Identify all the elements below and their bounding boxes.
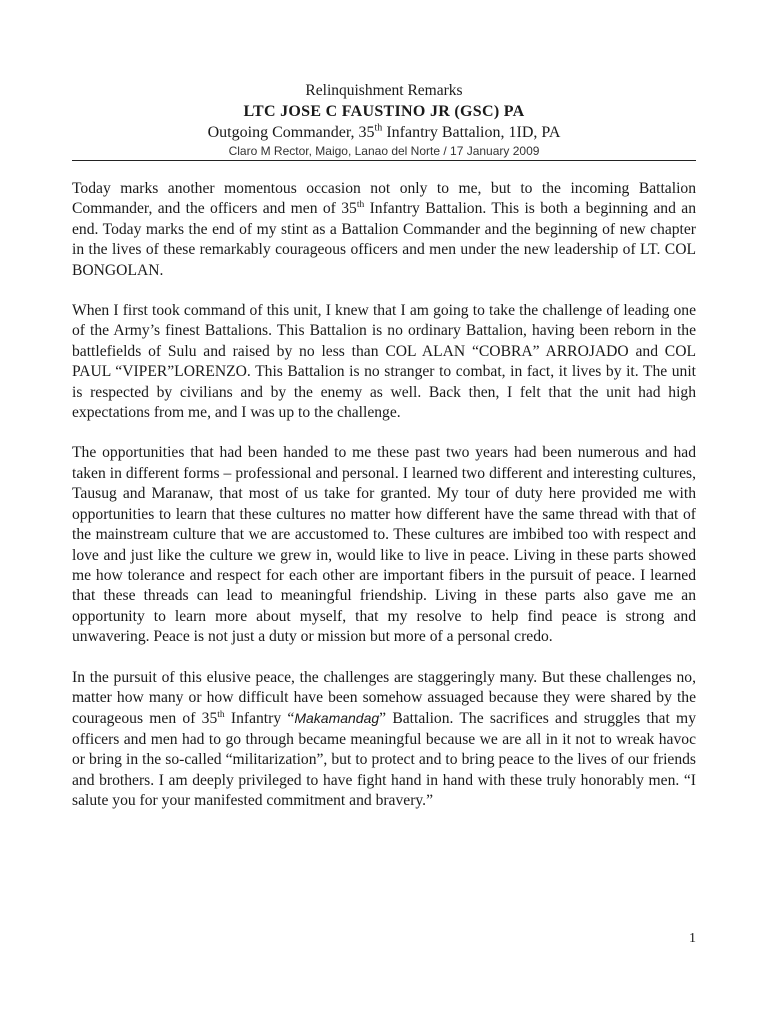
battalion-nickname: Makamandag [294, 710, 380, 727]
paragraph-1-text-b: Infantry Battalion. This is both a beginning and an end. Today marks the end of my stint as a Battalion Commander and the beginning of new chapter in the lives of these remarkably courageous officers and men under the new leadership of LT. COL BONGOLAN. [72, 200, 696, 279]
place-and-date: Claro M Rector, Maigo, Lanao del Norte / 17 January 2009 [228, 143, 540, 158]
speaker-role-prefix: Outgoing Commander, 35 [207, 123, 375, 141]
paragraph-4-text-a: In the pursuit of this elusive peace, the challenges are staggeringly many. But these challenges no, matter how many or how difficult have been somehow assuaged because they were shared by the courageous men of 35 [72, 668, 696, 728]
speaker-role-suffix: Infantry Battalion, 1ID, PA [382, 123, 561, 141]
paragraph-4-text-c: ” Battalion. The sacrifices and struggles that my officers and men had to go through became meaningful because we are all in it not to wreak havoc or bring in the so-called “militarization”, but to protect and to bring peace to the lives of our friends and brothers. I am deeply privileged to have fight hand in hand with these truly honorably men. “I salute you for your manifested commitment and bravery.” [72, 710, 696, 809]
ordinal-suffix: th [356, 200, 365, 211]
speaker-role [72, 123, 696, 142]
document-kicker: Relinquishment Remarks [305, 82, 463, 99]
document-header [72, 82, 696, 161]
speaker-name: LTC JOSE C FAUSTINO JR (GSC) PA [243, 102, 525, 120]
paragraph-1-text-a: Today marks another momentous occasion not only to me, but to the incoming Battalion Commander, and the officers and men of 35 [72, 180, 696, 218]
paragraph-2: When I first took command of this unit, I knew that I am going to take the challenge of leading one of the Army’s finest Battalions. This Battalion is no ordinary Battalion, having been reborn in the battlefields of Sulu and raised by no less than COL ALAN “COBRA” ARROJADO and COL PAUL “VIPER”LORENZO. This Battalion is no stranger to combat, in fact, it lives by it. The unit is respected by civilians and by the enemy as well. Back then, I felt that the unit had high expectations from me, and I was up to the challenge. [72, 302, 696, 422]
header-divider [72, 160, 696, 161]
paragraph-4 [72, 668, 696, 812]
paragraph-1 [72, 179, 696, 281]
page-number: 1 [689, 931, 696, 946]
ordinal-suffix: th [217, 710, 225, 721]
paragraph-4-text-b: Infantry “ [224, 710, 295, 728]
paragraph-3: The opportunities that had been handed to me these past two years had been numerous and had taken in different forms – professional and personal. I learned two different and interesting cultures, Tausug and Maranaw, that most of us take for granted. My tour of duty here provided me with opportunities to learn that these cultures no matter how different have the same thread with that of the mainstream culture that we are accustomed to. These cultures are imbibed too with respect and love and just like the culture we grew in, would like to live in peace. Living in these parts showed me how tolerance and respect for each other are important fibers in the pursuit of peace. I learned that these threads can lead to meaningful friendship. Living in these parts also gave me an opportunity to learn more about myself, that my resolve to help find peace is strong and unwavering. Peace is not just a duty or mission but more of a personal credo. [72, 444, 696, 646]
ordinal-suffix: th [374, 122, 383, 134]
document-body [72, 179, 696, 831]
